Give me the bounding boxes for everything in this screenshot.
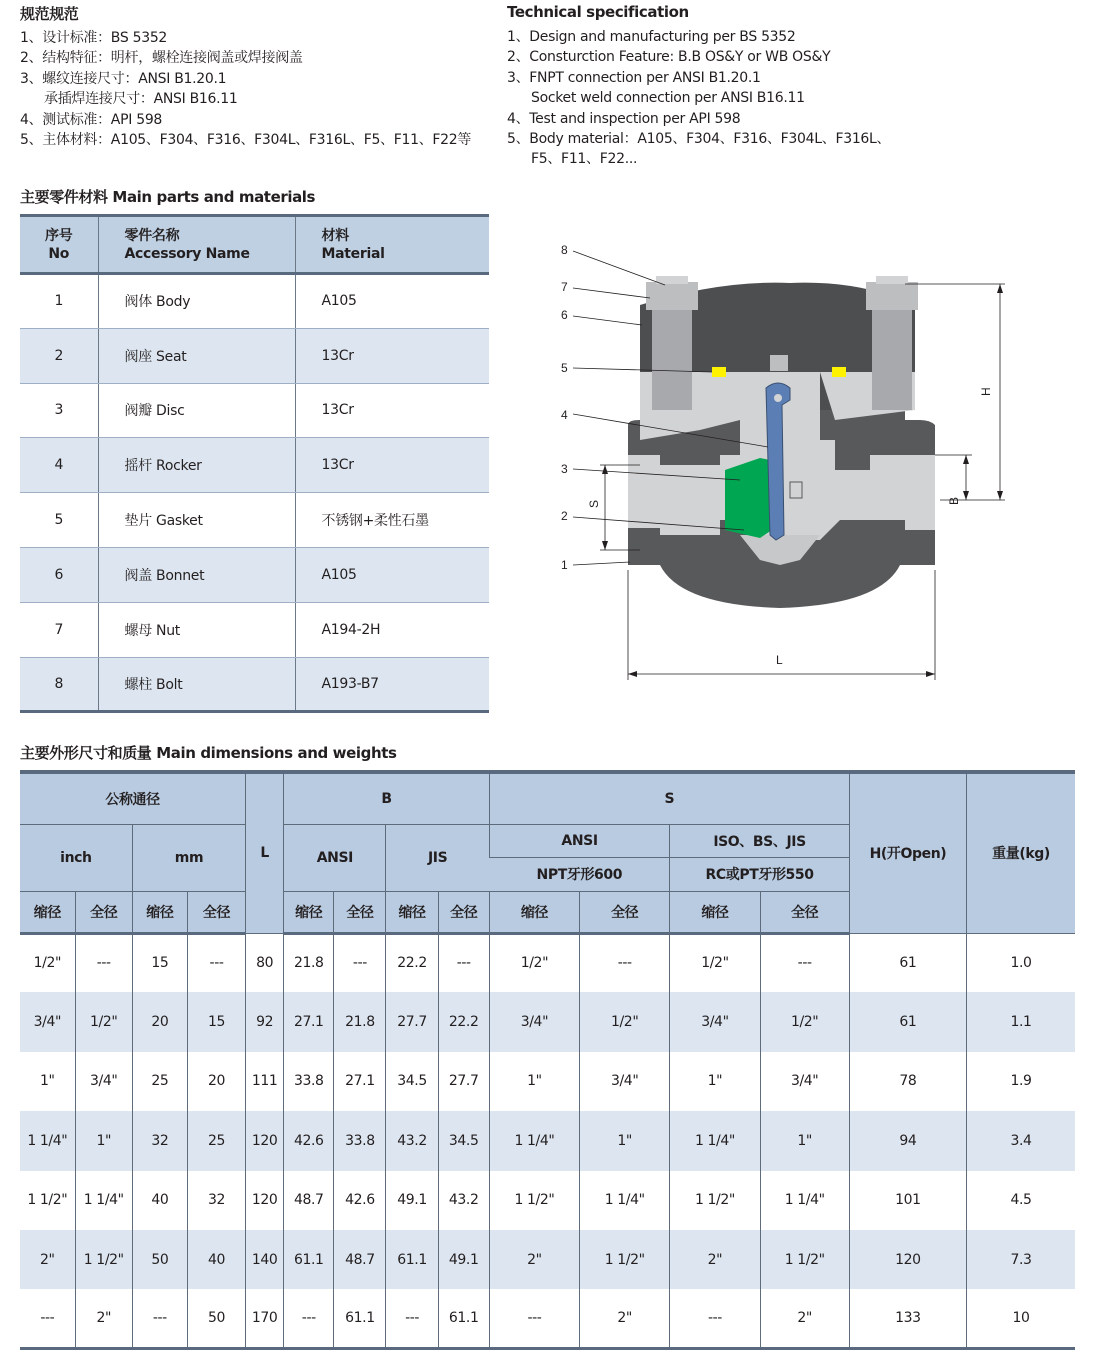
dims-row xyxy=(20,992,1075,1051)
dims-cell: 49.1 xyxy=(386,1171,438,1230)
parts-header-row xyxy=(20,216,489,274)
dims-header-rc: RC或PT牙形550 xyxy=(670,857,849,891)
dims-row xyxy=(20,1052,1075,1111)
callout-7: 7 xyxy=(561,280,568,294)
dims-cell: 22.2 xyxy=(438,992,489,1051)
parts-header-material-cn: 材料 xyxy=(321,227,349,244)
dims-cell: --- xyxy=(670,1289,760,1348)
dims-cell: 21.8 xyxy=(334,992,386,1051)
dims-cell: 61.1 xyxy=(386,1230,438,1289)
dims-cell: 61 xyxy=(849,992,966,1051)
dims-cell: 1 1/4" xyxy=(580,1171,670,1230)
dims-cell: 1/2" xyxy=(670,933,760,992)
dims-cell: 7.3 xyxy=(967,1230,1075,1289)
spec-cn-item: 承插焊连接尺寸：ANSI B16.11 xyxy=(44,91,238,108)
spec-en-title: Technical specification xyxy=(507,3,689,21)
parts-header-name-cn: 零件名称 xyxy=(124,227,180,244)
dims-cell: 3/4" xyxy=(670,992,760,1051)
dims-cell: 1 1/2" xyxy=(75,1230,132,1289)
spec-en-list xyxy=(507,27,890,170)
dims-cell: --- xyxy=(489,1289,579,1348)
parts-material: 不锈钢+柔性石墨 xyxy=(295,493,489,548)
spec-en-item: 2、Consturction Feature: B.B OS&Y or WB OS&Y xyxy=(507,49,831,66)
dims-cell: 1/2" xyxy=(75,992,132,1051)
parts-name: 阀瓣 Disc xyxy=(98,383,295,438)
parts-no: 7 xyxy=(20,602,98,657)
dims-cell: 32 xyxy=(132,1111,187,1170)
parts-no: 1 xyxy=(20,274,98,329)
bolt-right xyxy=(872,305,912,410)
dims-cell: --- xyxy=(187,933,245,992)
dims-cell: 3/4" xyxy=(20,992,75,1051)
dims-row xyxy=(20,1230,1075,1289)
spec-en-item: 4、Test and inspection per API 598 xyxy=(507,110,741,127)
parts-no: 8 xyxy=(20,657,98,712)
dims-cell: 3/4" xyxy=(75,1052,132,1111)
dims-cell: 1 1/2" xyxy=(580,1230,670,1289)
spec-en-item: F5、F11、F22... xyxy=(531,151,638,168)
dims-cell: 3.4 xyxy=(967,1111,1075,1170)
parts-row xyxy=(20,328,489,383)
dims-cell: 1/2" xyxy=(760,992,849,1051)
dims-cell: 1/2" xyxy=(489,933,579,992)
dims-cell: 10 xyxy=(967,1289,1075,1348)
parts-no: 4 xyxy=(20,438,98,493)
parts-header-name-en: Accessory Name xyxy=(124,245,250,262)
dims-cell: 101 xyxy=(849,1171,966,1230)
parts-table xyxy=(20,214,489,713)
dimension-l-label: L xyxy=(776,653,783,667)
spec-cn-list xyxy=(20,28,471,150)
spec-cn-title: 规范规范 xyxy=(20,5,79,23)
dims-cell: 42.6 xyxy=(334,1171,386,1230)
dims-cell: 78 xyxy=(849,1052,966,1111)
dims-cell: 32 xyxy=(187,1171,245,1230)
parts-row xyxy=(20,547,489,602)
dims-cell: 4.5 xyxy=(967,1171,1075,1230)
dims-cell: 2" xyxy=(20,1230,75,1289)
dims-cell: 120 xyxy=(849,1230,966,1289)
callout-8: 8 xyxy=(561,243,568,257)
dims-cell: --- xyxy=(284,1289,334,1348)
dims-header-s-iso: ISO、BS、JIS xyxy=(670,824,849,857)
dims-cell: 49.1 xyxy=(438,1230,489,1289)
dims-cell: 1 1/4" xyxy=(20,1111,75,1170)
dims-cell: 50 xyxy=(132,1230,187,1289)
bolt-cap-right xyxy=(876,276,908,284)
dims-cell: 33.8 xyxy=(284,1052,334,1111)
dims-header-s-ansi: ANSI xyxy=(489,824,670,857)
parts-name: 螺母 Nut xyxy=(98,602,295,657)
dims-cell: 27.1 xyxy=(334,1052,386,1111)
dims-cell: 2" xyxy=(580,1289,670,1348)
dims-header-reduced: 缩径 xyxy=(284,891,334,933)
parts-header-material xyxy=(295,216,489,274)
dims-cell: 133 xyxy=(849,1289,966,1348)
dims-header-inch: inch xyxy=(20,824,132,891)
spec-cn-item: 2、结构特征：明杆，螺栓连接阀盖或焊接阀盖 xyxy=(20,50,303,67)
parts-material: A105 xyxy=(295,547,489,602)
dims-cell: 111 xyxy=(246,1052,284,1111)
parts-material: 13Cr xyxy=(295,328,489,383)
parts-row xyxy=(20,602,489,657)
spec-cn-item: 1、设计标准：BS 5352 xyxy=(20,30,168,46)
dims-header-b: B xyxy=(284,772,490,824)
valve-section-drawing xyxy=(540,230,1040,690)
dims-cell: 92 xyxy=(246,992,284,1051)
parts-no: 6 xyxy=(20,547,98,602)
callout-2: 2 xyxy=(561,509,568,523)
dims-cell: 27.1 xyxy=(284,992,334,1051)
parts-header-material-en: Material xyxy=(321,245,385,262)
nut-right xyxy=(866,282,918,310)
parts-material: 13Cr xyxy=(295,438,489,493)
dims-cell: 61.1 xyxy=(438,1289,489,1348)
dims-header-b-ansi: ANSI xyxy=(284,824,386,891)
dims-cell: 120 xyxy=(246,1111,284,1170)
callout-5: 5 xyxy=(561,361,568,375)
parts-no: 5 xyxy=(20,493,98,548)
dims-cell: 1.0 xyxy=(967,933,1075,992)
dims-header-full: 全径 xyxy=(75,891,132,933)
dims-cell: 1 1/4" xyxy=(760,1171,849,1230)
dims-cell: 1" xyxy=(760,1111,849,1170)
parts-no: 2 xyxy=(20,328,98,383)
dims-cell: 1 1/4" xyxy=(489,1111,579,1170)
spec-en-item: Socket weld connection per ANSI B16.11 xyxy=(531,90,805,107)
dims-cell: --- xyxy=(132,1289,187,1348)
dims-cell: 1 1/2" xyxy=(489,1171,579,1230)
dims-cell: 43.2 xyxy=(386,1111,438,1170)
dims-cell: 15 xyxy=(187,992,245,1051)
dims-cell: 15 xyxy=(132,933,187,992)
dims-cell: --- xyxy=(20,1289,75,1348)
rocker-pin xyxy=(770,355,788,371)
dims-cell: 1/2" xyxy=(33,955,61,972)
dims-title: 主要外形尺寸和质量 Main dimensions and weights xyxy=(20,744,397,762)
dims-cell: 1 1/2" xyxy=(760,1230,849,1289)
parts-name: 垫片 Gasket xyxy=(98,493,295,548)
dims-cell: 33.8 xyxy=(334,1111,386,1170)
dims-body xyxy=(20,933,1075,1349)
dims-cell: 94 xyxy=(849,1111,966,1170)
spec-en-item: 1、Design and manufacturing per BS 5352 xyxy=(507,29,796,45)
dims-cell: 2" xyxy=(670,1230,760,1289)
callout-4: 4 xyxy=(561,408,568,422)
spec-en-item: 5、Body material：A105、F304、F316、F304L、F316L、 xyxy=(507,130,891,147)
dims-cell: 25 xyxy=(132,1052,187,1111)
parts-material: A194-2H xyxy=(295,602,489,657)
parts-material: 13Cr xyxy=(295,383,489,438)
spec-cn-item: 4、测试标准：API 598 xyxy=(20,111,163,128)
parts-name: 阀座 Seat xyxy=(98,328,295,383)
parts-row xyxy=(20,493,489,548)
dims-cell: 1/2" xyxy=(580,992,670,1051)
parts-header-no xyxy=(20,216,98,274)
dims-cell: 22.2 xyxy=(386,933,438,992)
dims-cell: 170 xyxy=(246,1289,284,1348)
dims-header-npt: NPT牙形600 xyxy=(489,857,670,891)
dims-cell: 3/4" xyxy=(580,1052,670,1111)
parts-header-name xyxy=(98,216,295,274)
dims-cell: 1" xyxy=(489,1052,579,1111)
dims-row xyxy=(20,1289,1075,1348)
dims-cell: 2" xyxy=(75,1289,132,1348)
dims-header-reduced: 缩径 xyxy=(132,891,187,933)
dims-cell: 1 1/2" xyxy=(27,1192,68,1209)
parts-header-no-en: No xyxy=(48,245,70,262)
dims-cell: 1 1/4" xyxy=(75,1171,132,1230)
valve-seat xyxy=(725,458,772,538)
dims-header-row-1 xyxy=(20,772,1075,824)
dims-cell: 2" xyxy=(760,1289,849,1348)
callout-1: 1 xyxy=(561,558,568,572)
dims-header-reduced: 缩径 xyxy=(386,891,438,933)
dims-cell: 1" xyxy=(580,1111,670,1170)
dims-cell: 21.8 xyxy=(284,933,334,992)
dims-cell: 1.9 xyxy=(967,1052,1075,1111)
dims-cell: 42.6 xyxy=(284,1111,334,1170)
dims-table xyxy=(20,770,1075,1350)
dims-row xyxy=(20,933,1075,992)
parts-name: 阀体 Body xyxy=(98,274,295,329)
parts-header-no-cn: 序号 xyxy=(45,227,73,244)
dims-cell: 48.7 xyxy=(334,1230,386,1289)
dims-header-reduced: 缩径 xyxy=(489,891,579,933)
dims-cell: 27.7 xyxy=(438,1052,489,1111)
dimension-s-label: S xyxy=(587,499,601,508)
dims-header-mm: mm xyxy=(132,824,245,891)
parts-title: 主要零件材料 Main parts and materials xyxy=(20,188,316,206)
dims-header-b-jis: JIS xyxy=(386,824,489,891)
dims-header-full: 全径 xyxy=(334,891,386,933)
dimension-b-label: B xyxy=(947,496,961,505)
parts-row xyxy=(20,383,489,438)
dims-header-h: H(开Open) xyxy=(849,772,966,933)
dims-row xyxy=(20,1171,1075,1230)
dims-header-reduced: 缩径 xyxy=(20,891,75,933)
spec-en-item: 3、FNPT connection per ANSI B1.20.1 xyxy=(507,69,761,86)
dims-cell: 40 xyxy=(132,1171,187,1230)
dims-cell: 1 1/2" xyxy=(670,1171,760,1230)
dims-cell: --- xyxy=(760,933,849,992)
dims-cell: --- xyxy=(386,1289,438,1348)
dims-header-s: S xyxy=(489,772,849,824)
dims-cell: 20 xyxy=(187,1052,245,1111)
dims-cell: 61.1 xyxy=(334,1289,386,1348)
parts-row xyxy=(20,657,489,712)
dims-cell: 43.2 xyxy=(438,1171,489,1230)
parts-name: 阀盖 Bonnet xyxy=(98,547,295,602)
dims-cell: 50 xyxy=(187,1289,245,1348)
dimension-h-label: H xyxy=(979,387,993,396)
dims-cell: 61 xyxy=(849,933,966,992)
parts-material: A105 xyxy=(295,274,489,329)
parts-material: A193-B7 xyxy=(295,657,489,712)
parts-name: 螺柱 Bolt xyxy=(98,657,295,712)
parts-name: 摇杆 Rocker xyxy=(98,438,295,493)
dims-cell: 3/4" xyxy=(760,1052,849,1111)
dims-cell: 80 xyxy=(246,933,284,992)
dims-row xyxy=(20,1111,1075,1170)
parts-no: 3 xyxy=(20,383,98,438)
dims-cell: 25 xyxy=(187,1111,245,1170)
dims-header-full: 全径 xyxy=(438,891,489,933)
nut-left xyxy=(646,282,698,310)
dims-cell: 1" xyxy=(40,1073,55,1090)
dims-cell: 120 xyxy=(246,1171,284,1230)
dims-cell: 1 1/4" xyxy=(670,1111,760,1170)
dims-header-full: 全径 xyxy=(580,891,670,933)
bolt-left xyxy=(652,305,692,410)
bolt-cap-left xyxy=(656,276,688,284)
rocker-pin-hole xyxy=(774,394,782,402)
dims-cell: 34.5 xyxy=(438,1111,489,1170)
dims-cell: 1.1 xyxy=(967,992,1075,1051)
dims-header-full: 全径 xyxy=(187,891,245,933)
dims-cell: 20 xyxy=(132,992,187,1051)
dims-cell: --- xyxy=(334,933,386,992)
dims-cell: 40 xyxy=(187,1230,245,1289)
dims-cell: 140 xyxy=(246,1230,284,1289)
gasket-left xyxy=(712,367,726,377)
callout-3: 3 xyxy=(561,462,568,476)
disc-nut xyxy=(790,482,802,498)
spec-cn-item: 5、主体材料：A105、F304、F316、F304L、F316L、F5、F11、F22等 xyxy=(20,131,472,148)
gasket-right xyxy=(832,367,846,377)
dims-cell: --- xyxy=(580,933,670,992)
dims-header-weight: 重量(kg) xyxy=(967,772,1075,933)
dims-header-full: 全径 xyxy=(760,891,849,933)
dims-cell: 48.7 xyxy=(284,1171,334,1230)
dims-header-reduced: 缩径 xyxy=(670,891,760,933)
dims-cell: 1" xyxy=(75,1111,132,1170)
dims-cell: 2" xyxy=(489,1230,579,1289)
dims-header-l: L xyxy=(246,772,284,933)
dims-cell: 1" xyxy=(670,1052,760,1111)
parts-row xyxy=(20,438,489,493)
dims-cell: 27.7 xyxy=(386,992,438,1051)
parts-row xyxy=(20,274,489,329)
dims-cell: --- xyxy=(438,933,489,992)
dims-cell: --- xyxy=(75,933,132,992)
dims-header-nominal: 公称通径 xyxy=(20,772,246,824)
dims-cell: 61.1 xyxy=(284,1230,334,1289)
dims-cell: 3/4" xyxy=(489,992,579,1051)
dims-cell: 34.5 xyxy=(386,1052,438,1111)
callout-6: 6 xyxy=(561,308,568,322)
spec-cn-item: 3、螺纹连接尺寸：ANSI B1.20.1 xyxy=(20,70,227,87)
